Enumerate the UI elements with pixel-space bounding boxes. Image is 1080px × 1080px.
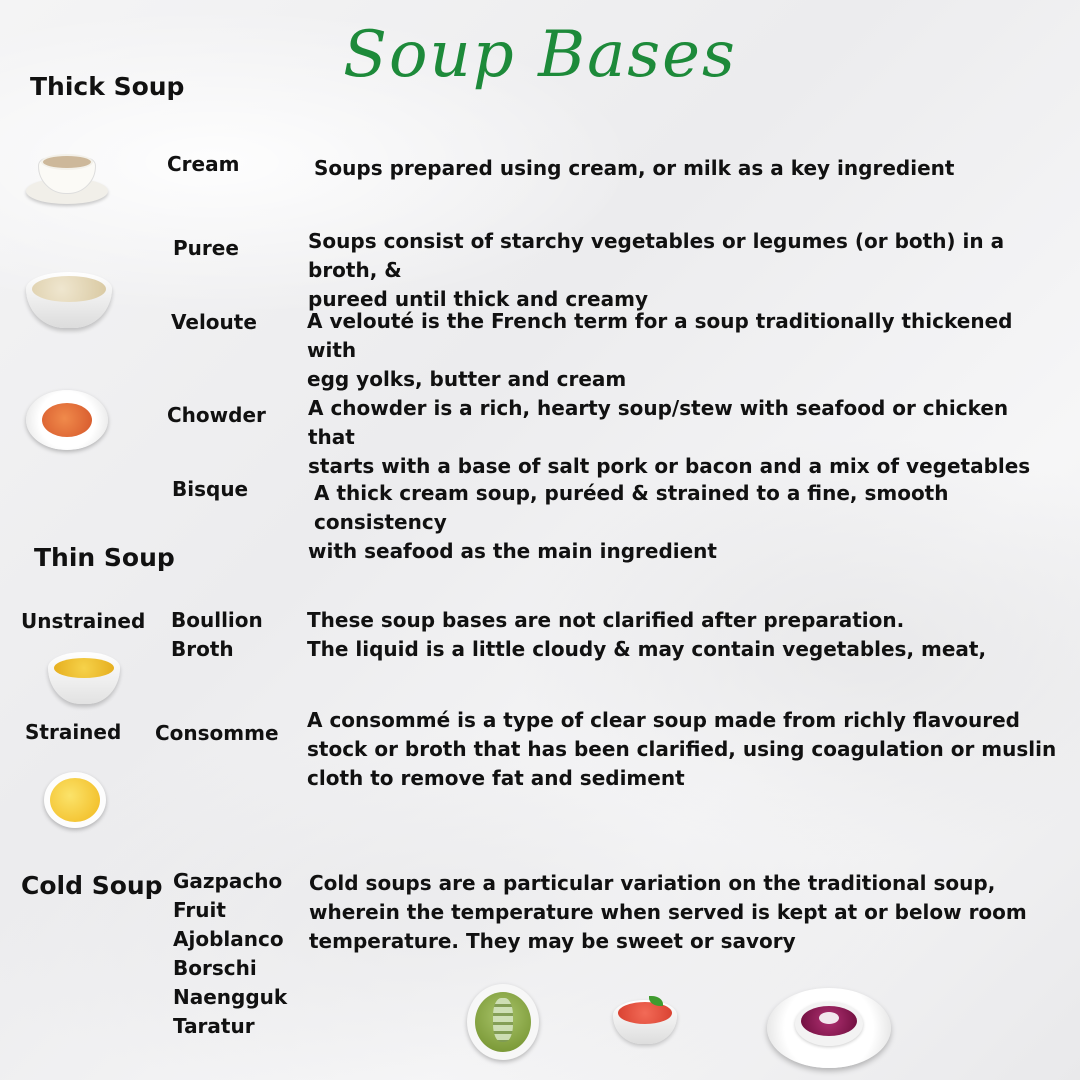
- borscht-plate-image: [767, 988, 891, 1068]
- unstrained-label: Unstrained: [21, 609, 146, 633]
- cream-label: Cream: [167, 152, 240, 176]
- strained-label: Strained: [25, 720, 122, 744]
- thin-soup-heading: Thin Soup: [34, 543, 175, 572]
- thick-soup-heading: Thick Soup: [30, 72, 185, 101]
- bisque-description: A thick cream soup, puréed & strained to a fine, smooth consistency with seafood as the main ingredient: [308, 481, 949, 563]
- cream-description: Soups prepared using cream, or milk as a key ingredient: [314, 156, 955, 180]
- bisque-label: Bisque: [172, 477, 249, 501]
- veloute-description: A velouté is the French term for a soup traditionally thickened with egg yolks, butter and cream: [307, 309, 1013, 391]
- cold-soup-name: Gazpacho: [173, 869, 283, 893]
- cold-soup-heading: Cold Soup: [21, 871, 163, 900]
- puree-description: Soups consist of starchy vegetables or legumes (or both) in a broth, & pureed until thick and creamy: [308, 229, 1005, 311]
- cold-soup-name: Taratur: [173, 1014, 255, 1038]
- cold-soup-name: Naengguk: [173, 985, 288, 1009]
- chowder-description: A chowder is a rich, hearty soup/stew with seafood or chicken that starts with a base of salt pork or bacon and a mix of vegetables: [308, 396, 1031, 478]
- consomme-label: Consomme: [155, 721, 279, 745]
- cold-soup-name: Ajoblanco: [173, 927, 284, 951]
- cold-soup-description: Cold soups are a particular variation on the traditional soup, wherein the temperature when served is kept at or below room temperature. They may be sweet or savory: [309, 871, 1027, 953]
- white-bowl-soup-image: [26, 272, 112, 330]
- yellow-broth-bowl-image: [48, 652, 120, 704]
- cream-soup-cup-image: [26, 150, 110, 212]
- veloute-label: Veloute: [171, 310, 257, 334]
- chowder-label: Chowder: [167, 403, 266, 427]
- unstrained-description: These soup bases are not clarified after preparation. The liquid is a little cloudy & may contain vegetables, meat,: [307, 608, 987, 661]
- consomme-cup-image: [44, 772, 106, 828]
- green-soup-plate-image: [467, 984, 539, 1060]
- cold-soup-name: Fruit: [173, 898, 226, 922]
- cold-soup-names: [173, 867, 287, 1041]
- orange-soup-plate-image: [26, 390, 108, 450]
- page-title: Soup Bases: [343, 18, 737, 92]
- unstrained-names: Boullion Broth: [171, 608, 263, 661]
- consomme-description: A consommé is a type of clear soup made from richly flavoured stock or broth that has been clarified, using coagulation or muslin cloth to remove fat and sediment: [307, 708, 1057, 790]
- puree-label: Puree: [173, 236, 239, 260]
- cold-soup-name: Borschi: [173, 956, 257, 980]
- gazpacho-bowl-image: [613, 992, 677, 1046]
